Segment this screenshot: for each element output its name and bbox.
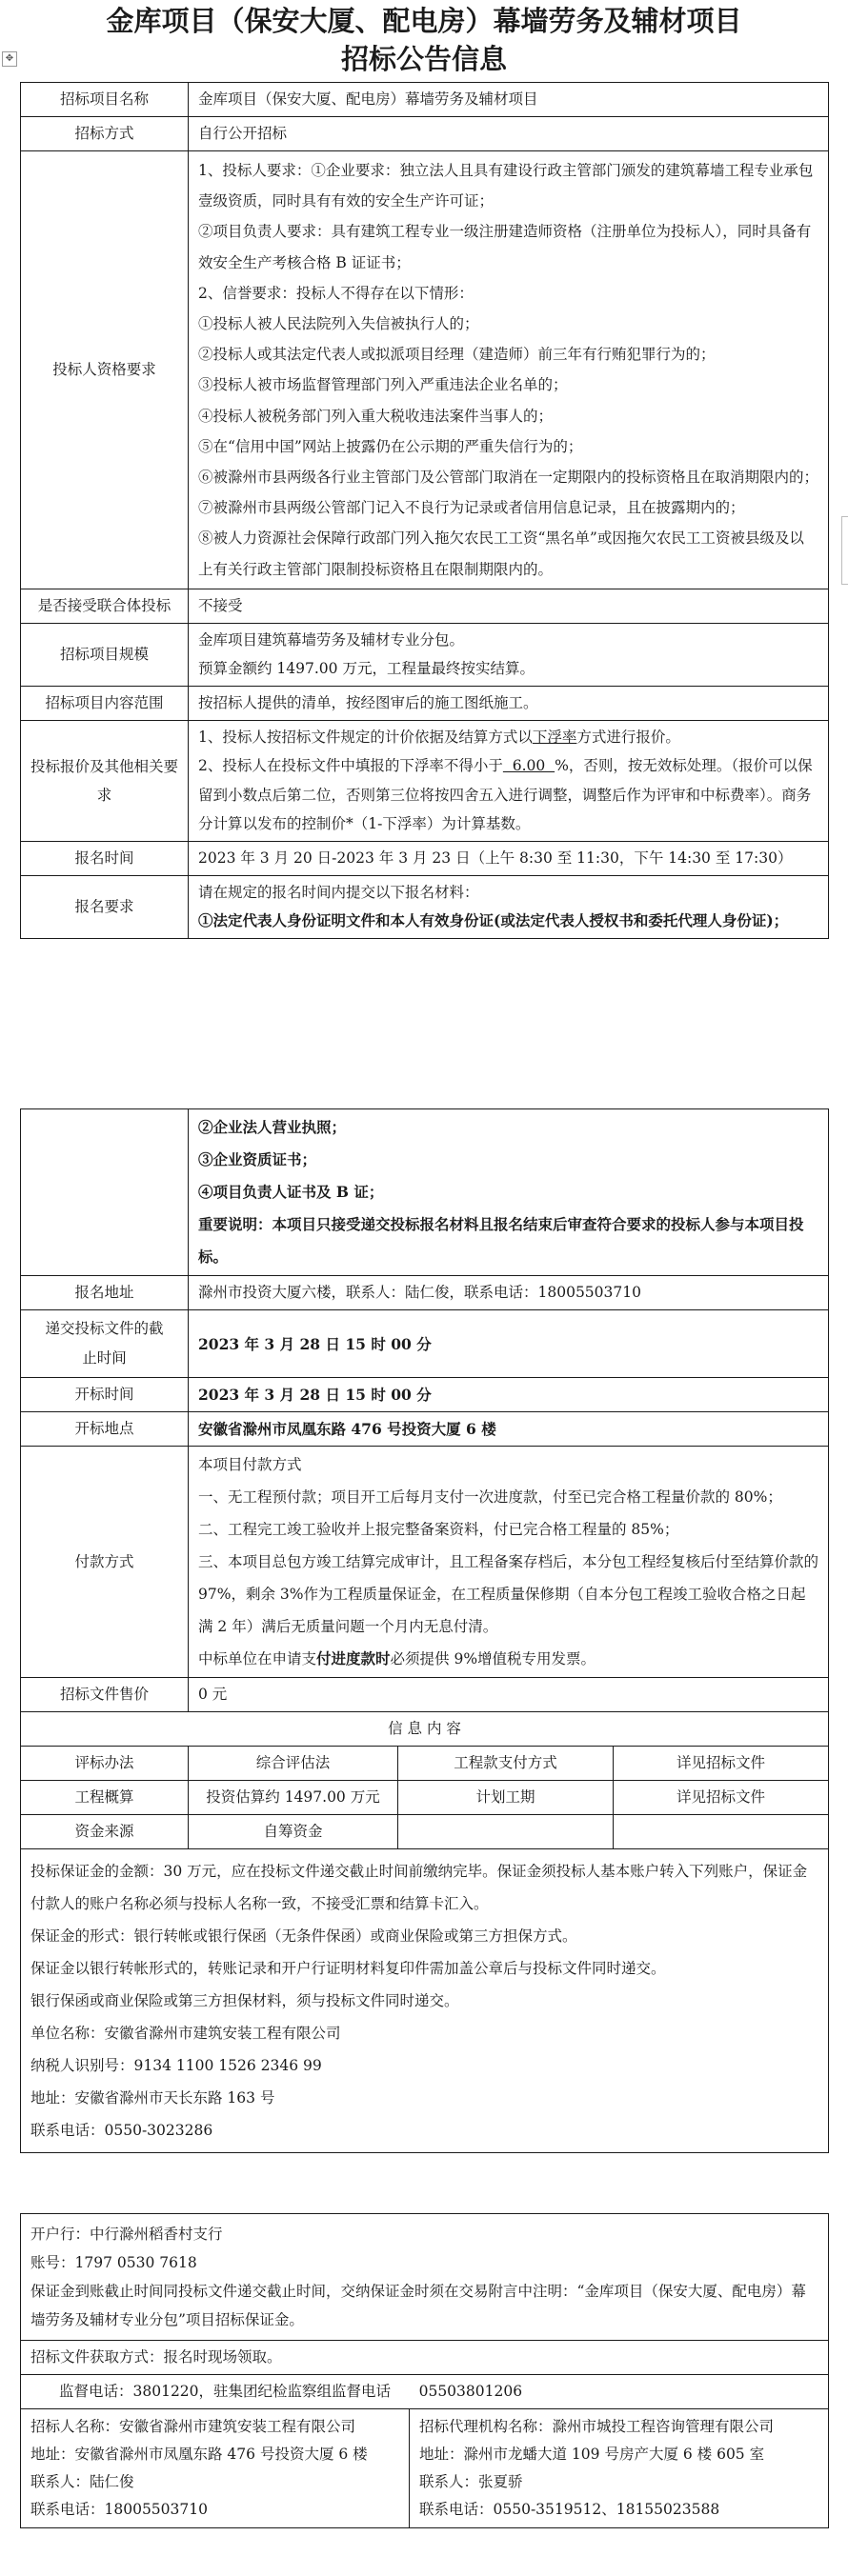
price-line-2 <box>198 751 818 839</box>
scale-line: 金库项目建筑幕墙劳务及辅材专业分包。 <box>198 630 465 649</box>
table-row <box>21 2409 829 2528</box>
deposit-line: 保证金以银行转帐形式的，转账记录和开户行证明材料复印件需加盖公章后与投标文件同时递交。 <box>30 1960 666 1977</box>
deadline-label: 递交投标文件的截止时间 <box>21 1310 189 1378</box>
table-row <box>21 2341 829 2375</box>
supervise-phone: 监督电话：3801220，驻集团纪检监察组监督电话 05503801206 <box>21 2375 829 2409</box>
table-row <box>21 1747 829 1781</box>
table-row <box>21 1310 829 1378</box>
page-title: 金库项目（保安大厦、配电房）幕墙劳务及辅材项目 <box>106 5 742 37</box>
table-row <box>21 1712 829 1747</box>
doc-price-label: 招标文件售价 <box>21 1678 189 1712</box>
price-label: 投标报价及其他相关要求 <box>21 720 189 841</box>
deposit-line: 保证金的形式：银行转帐或银行保函（无条件保函）或商业保险或第三方担保方式。 <box>30 1927 577 1945</box>
table-row <box>21 83 829 117</box>
deposit-line: 单位名称：安徽省滁州市建筑安装工程有限公司 <box>30 2025 341 2042</box>
tenderer-line: 招标人名称：安徽省滁州市建筑安装工程有限公司 <box>30 2418 356 2435</box>
info-cell: 投资估算约 1497.00 万元 <box>189 1781 398 1815</box>
table-row <box>21 1412 829 1447</box>
pay-label: 付款方式 <box>21 1447 189 1678</box>
agent-block <box>410 2409 829 2528</box>
pay-note-text: 必须提供 9%增值税专用发票。 <box>390 1650 596 1667</box>
table-row <box>21 720 829 841</box>
qualification-line: ②项目负责人要求：具有建筑工程专业一级注册建造师资格（注册单位为投标人），同时具备有效安全生产考核合格 B 证证书； <box>198 223 812 271</box>
open-time-label: 开标时间 <box>21 1378 189 1412</box>
qualification-line: ⑦被滁州市县两级公管部门记入不良行为记录或者信用信息记录，且在披露期内的； <box>198 499 745 517</box>
deposit-line: 地址：安徽省滁州市天长东路 163 号 <box>30 2089 275 2107</box>
price-value <box>189 720 829 841</box>
project-name-label: 招标项目名称 <box>21 83 189 117</box>
price-min-rate: 6.00 <box>502 757 555 775</box>
pay-value <box>189 1447 829 1678</box>
table-row <box>21 1109 829 1276</box>
page-subtitle: 招标公告信息 <box>340 43 507 75</box>
agent-line: 联系电话：0550-3519512、18155023588 <box>419 2501 720 2518</box>
bank-line: 保证金到账截止时间同投标文件递交截止时间，交纳保证金时须在交易附言中注明：“金库项目（保安大厦、配电房）幕墙劳务及辅材专业分包”项目招标保证金。 <box>30 2283 806 2328</box>
pay-line: 一、无工程预付款；项目开工后每月支付一次进度款，付至已完合格工程量价款的 80%； <box>198 1488 782 1506</box>
agent-line: 地址：滁州市龙蟠大道 109 号房产大厦 6 楼 605 室 <box>419 2446 765 2463</box>
open-place-label: 开标地点 <box>21 1412 189 1447</box>
scale-line: 预算金额约 1497.00 万元，工程量最终按实结算。 <box>198 660 535 678</box>
open-place-value: 安徽省滁州市凤凰东路 476 号投资大厦 6 楼 <box>189 1412 829 1447</box>
reg-addr-label: 报名地址 <box>21 1276 189 1310</box>
method-value: 自行公开招标 <box>189 117 829 151</box>
info-cell: 工程概算 <box>21 1781 189 1815</box>
table-row <box>21 2375 829 2409</box>
price-text: 1、投标人按招标文件规定的计价依据及结算方式以 <box>198 728 533 746</box>
table-row <box>21 589 829 623</box>
table-row <box>21 151 829 589</box>
table-row <box>21 686 829 720</box>
info-cell: 自筹资金 <box>189 1815 398 1849</box>
bank-line: 开户行：中行滁州稻香村支行 <box>30 2226 223 2243</box>
deposit-block <box>21 1849 829 2153</box>
reg-time-value: 2023 年 3 月 20 日-2023 年 3 月 23 日（上午 8:30 至 11:30，下午 14:30 至 17:30） <box>189 841 829 875</box>
bank-block <box>21 2214 829 2341</box>
pay-note-emph: 付进度款时 <box>316 1649 391 1667</box>
reg-req-note: 重要说明：本项目只接受递交投标报名材料且报名结束后审查符合要求的投标人参与本项目投标。 <box>198 1215 804 1266</box>
tenderer-line: 联系人：陆仁俊 <box>30 2473 134 2490</box>
info-cell <box>614 1815 829 1849</box>
table-row <box>21 1849 829 2153</box>
price-text: 方式进行报价。 <box>576 728 680 746</box>
info-cell: 计划工期 <box>398 1781 614 1815</box>
reg-time-label: 报名时间 <box>21 841 189 875</box>
table-row <box>21 1378 829 1412</box>
table-move-handle-icon[interactable]: ✥ <box>2 51 17 67</box>
pay-note <box>198 1643 818 1675</box>
info-cell: 工程款支付方式 <box>398 1747 614 1781</box>
qualification-value <box>189 151 829 589</box>
scope-label: 招标项目内容范围 <box>21 686 189 720</box>
deposit-line: 纳税人识别号：9134 1100 1526 2346 99 <box>30 2057 322 2074</box>
joint-bid-value: 不接受 <box>189 589 829 623</box>
table-row <box>21 1276 829 1310</box>
agent-line: 招标代理机构名称：滁州市城投工程咨询管理有限公司 <box>419 2418 775 2435</box>
qualification-line: ①投标人被人民法院列入失信被执行人的； <box>198 315 479 333</box>
qualification-line: ②投标人或其法定代表人或拟派项目经理（建造师）前三年有行贿犯罪行为的； <box>198 346 716 364</box>
info-cell: 详见招标文件 <box>614 1781 829 1815</box>
reg-req-cont-value <box>189 1109 829 1276</box>
reg-addr-value: 滁州市投资大厦六楼，联系人：陆仁俊，联系电话：18005503710 <box>189 1276 829 1310</box>
deadline-value: 2023 年 3 月 28 日 15 时 00 分 <box>189 1310 829 1378</box>
pay-line: 三、本项目总包方竣工结算完成审计，且工程备案存档后，本分包工程经复核后付至结算价款的 97%，剩余 3%作为工程质量保证金，在工程质量保修期（自本分包工程竣工验收合格之日起满 2 年）满后无质量问题一个月内无息付清。 <box>198 1553 819 1635</box>
info-cell: 综合评估法 <box>189 1747 398 1781</box>
deposit-line: 联系电话：0550-3023286 <box>30 2122 213 2139</box>
info-header: 信 息 内 容 <box>21 1712 829 1747</box>
scale-label: 招标项目规模 <box>21 623 189 686</box>
pay-line: 二、工程完工竣工验收并上报完整备案资料，付已完合格工程量的 85%； <box>198 1521 679 1538</box>
tenderer-line: 联系电话：18005503710 <box>30 2501 208 2518</box>
deposit-line: 投标保证金的金额：30 万元，应在投标文件递交截止时间前缴纳完毕。保证金须投标人基本账户转入下列账户，保证金付款人的账户名称必须与投标人名称一致，不接受汇票和结算卡汇入。 <box>30 1863 808 1912</box>
reg-req-item: ③企业资质证书； <box>198 1150 317 1168</box>
scope-value: 按招标人提供的清单，按经图审后的施工图纸施工。 <box>189 686 829 720</box>
info-cell: 评标办法 <box>21 1747 189 1781</box>
project-name-value: 金库项目（保安大厦、配电房）幕墙劳务及辅材项目 <box>189 83 829 117</box>
table-row <box>21 1781 829 1815</box>
qualification-line: ⑧被人力资源社会保障行政部门列入拖欠农民工工资“黑名单”或因拖欠农民工工资被县级及以上有关行政主管部门限制投标资格且在限制期限内的。 <box>198 529 804 578</box>
qualification-line: 2、信誉要求：投标人不得存在以下情形： <box>198 284 474 302</box>
qualification-label: 投标人资格要求 <box>21 151 189 589</box>
acquire-method: 招标文件获取方式：报名时现场领取。 <box>21 2341 829 2375</box>
table-row <box>21 117 829 151</box>
table-row <box>21 623 829 686</box>
table-row <box>21 1447 829 1678</box>
page-edge-marker <box>841 516 848 585</box>
announcement-table-part2 <box>20 1108 829 2153</box>
reg-req-label: 报名要求 <box>21 875 189 938</box>
info-cell: 详见招标文件 <box>614 1747 829 1781</box>
reg-req-intro: 请在规定的报名时间内提交以下报名材料： <box>198 883 479 901</box>
qualification-line: ③投标人被市场监督管理部门列入严重违法企业名单的； <box>198 376 568 394</box>
price-text: 2、投标人在投标文件中填报的下浮率不得小于 <box>198 757 503 775</box>
pay-note-text: 中标单位在申请支 <box>198 1650 317 1667</box>
reg-req-item: ④项目负责人证书及 B 证； <box>198 1183 384 1201</box>
table-row <box>21 1678 829 1712</box>
table-row <box>21 841 829 875</box>
announcement-table-part3 <box>20 2213 829 2528</box>
reg-req-label-cont <box>21 1109 189 1276</box>
bank-line: 账号：1797 0530 7618 <box>30 2254 197 2271</box>
qualification-line: ④投标人被税务部门列入重大税收违法案件当事人的； <box>198 407 554 425</box>
table-row <box>21 1815 829 1849</box>
tenderer-line: 地址：安徽省滁州市凤凰东路 476 号投资大厦 6 楼 <box>30 2446 368 2463</box>
open-time-value: 2023 年 3 月 28 日 15 时 00 分 <box>189 1378 829 1412</box>
table-row <box>21 2214 829 2341</box>
reg-req-value <box>189 875 829 938</box>
tenderer-block <box>21 2409 410 2528</box>
pay-line: 本项目付款方式 <box>198 1456 302 1473</box>
agent-line: 联系人：张夏骄 <box>419 2473 523 2490</box>
method-label: 招标方式 <box>21 117 189 151</box>
reg-req-item: ②企业法人营业执照； <box>198 1118 347 1136</box>
info-cell: 资金来源 <box>21 1815 189 1849</box>
scale-value <box>189 623 829 686</box>
price-line-1 <box>198 723 818 752</box>
qualification-line: ⑥被滁州市县两级各行业主管部门及公管部门取消在一定期限内的投标资格且在取消期限内的； <box>198 469 819 487</box>
price-text: %，否则，按无效标处理。（报价可以保留到小数点后第二位，否则第三位将按四舍五入进行调整，调整后作为评审和中标费率）。商务分计算以发布的控制价*（1-下浮率）为计算基数。 <box>198 757 813 833</box>
deposit-line: 银行保函或商业保险或第三方担保材料，须与投标文件同时递交。 <box>30 1992 459 2009</box>
price-rate-mode: 下浮率 <box>532 728 577 746</box>
joint-bid-label: 是否接受联合体投标 <box>21 589 189 623</box>
qualification-line: ⑤在“信用中国”网站上披露仍在公示期的严重失信行为的； <box>198 437 583 455</box>
qualification-line: 1、投标人要求：①企业要求：独立法人且具有建设行政主管部门颁发的建筑幕墙工程专业承包壹级资质，同时具有有效的安全生产许可证； <box>198 162 814 210</box>
info-cell <box>398 1815 614 1849</box>
doc-price-value: 0 元 <box>189 1678 829 1712</box>
announcement-table-part1 <box>20 82 829 939</box>
table-row <box>21 875 829 938</box>
reg-req-item: ①法定代表人身份证明文件和本人有效身份证(或法定代表人授权书和委托代理人身份证)； <box>198 911 789 930</box>
